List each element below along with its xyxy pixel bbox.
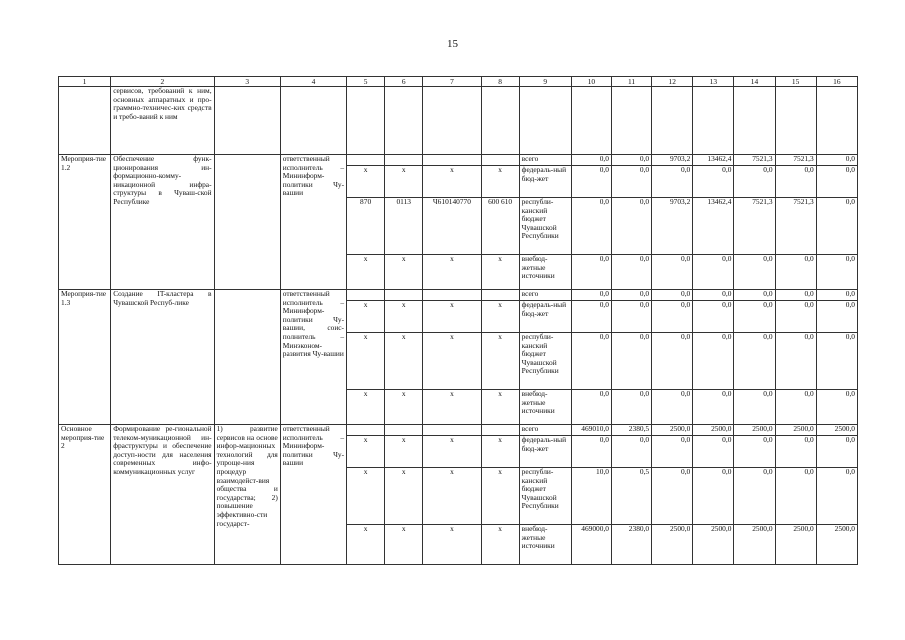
- table-row: [59, 155, 858, 166]
- code-expense-type: [481, 290, 519, 301]
- amount-cell: 0,0: [816, 468, 857, 525]
- column-number: 12: [652, 77, 693, 87]
- amount-cell: 0,0: [611, 301, 651, 333]
- code-target: x: [423, 390, 481, 425]
- table-row: [59, 425, 858, 436]
- column-number: 7: [423, 77, 481, 87]
- amount-cell: 0,0: [611, 255, 651, 290]
- code-grbs: [347, 425, 385, 436]
- amount-cell: 2500,0: [775, 425, 816, 436]
- amount-cell: 0,0: [775, 436, 816, 468]
- code-expense-type: x: [481, 301, 519, 333]
- amount-cell: 0,0: [734, 333, 775, 390]
- code-grbs: x: [347, 525, 385, 565]
- amount-cell: 9703,2: [652, 198, 693, 255]
- amount-cell: 0,0: [775, 301, 816, 333]
- column-number: 8: [481, 77, 519, 87]
- expected-result: [214, 290, 280, 425]
- amount-cell: 13462,4: [693, 155, 734, 166]
- code-section: x: [385, 166, 423, 198]
- amount-cell: 0,0: [652, 468, 693, 525]
- code-expense-type: [481, 425, 519, 436]
- code-grbs: x: [347, 436, 385, 468]
- column-number: 5: [347, 77, 385, 87]
- amount-cell: 2500,0: [693, 425, 734, 436]
- amount-cell: 0,0: [693, 166, 734, 198]
- code-section: x: [385, 255, 423, 290]
- code-grbs: 870: [347, 198, 385, 255]
- amount-cell: 7521,3: [775, 155, 816, 166]
- amount-cell: 0,0: [734, 468, 775, 525]
- funding-source: всего: [519, 155, 571, 166]
- amount-cell: 2500,0: [816, 525, 857, 565]
- code-target: x: [423, 333, 481, 390]
- code-grbs: [347, 290, 385, 301]
- funding-source: республи-канский бюджет Чувашской Республики: [519, 468, 571, 525]
- code-expense-type: [481, 155, 519, 166]
- amount-cell: 0,0: [571, 155, 611, 166]
- code-section: x: [385, 390, 423, 425]
- amount-cell: 0,0: [734, 390, 775, 425]
- amount-cell: 9703,2: [652, 155, 693, 166]
- amount-cell: 0,0: [693, 333, 734, 390]
- code-target: x: [423, 525, 481, 565]
- amount-cell: 0,0: [816, 390, 857, 425]
- measure-description: Обеспечение функ-ционирования ин-формационно-комму-никационной инфра-структуры в Чуваш-ской Республике: [111, 155, 214, 290]
- amount-cell: 0,0: [652, 255, 693, 290]
- amount-cell: 0,0: [571, 198, 611, 255]
- amount-cell: 0,5: [611, 468, 651, 525]
- code-expense-type: x: [481, 436, 519, 468]
- code-grbs: x: [347, 390, 385, 425]
- amount-cell: 0,0: [734, 436, 775, 468]
- amount-cell: 0,0: [693, 468, 734, 525]
- amount-cell: 0,0: [571, 390, 611, 425]
- amount-cell: 0,0: [571, 166, 611, 198]
- code-grbs: x: [347, 166, 385, 198]
- amount-cell: 0,0: [693, 290, 734, 301]
- amount-cell: 469010,0: [571, 425, 611, 436]
- funding-source: всего: [519, 290, 571, 301]
- amount-cell: 0,0: [611, 166, 651, 198]
- amount-cell: 0,0: [611, 333, 651, 390]
- funding-source: федераль-ный бюд-жет: [519, 166, 571, 198]
- amount-cell: 0,0: [734, 301, 775, 333]
- amount-cell: 0,0: [775, 255, 816, 290]
- amount-cell: 0,0: [775, 390, 816, 425]
- budget-table: [58, 76, 858, 565]
- funding-source: внебюд-жетные источники: [519, 390, 571, 425]
- code-section: x: [385, 333, 423, 390]
- column-number: 3: [214, 77, 280, 87]
- column-number: 14: [734, 77, 775, 87]
- amount-cell: 0,0: [571, 333, 611, 390]
- code-expense-type: x: [481, 166, 519, 198]
- code-expense-type: x: [481, 525, 519, 565]
- funding-source: внебюд-жетные источники: [519, 255, 571, 290]
- amount-cell: 0,0: [775, 333, 816, 390]
- column-number: 16: [816, 77, 857, 87]
- amount-cell: 0,0: [816, 290, 857, 301]
- amount-cell: 7521,3: [734, 155, 775, 166]
- expected-result: 1) развитие сервисов на основе инфор-мационных технологий для упроще-ния процедур взаимодейст-вия общества и государства; 2) повышение эффективно-сти государст-: [214, 425, 280, 565]
- amount-cell: 0,0: [571, 255, 611, 290]
- code-target: x: [423, 301, 481, 333]
- amount-cell: 2500,0: [734, 525, 775, 565]
- amount-cell: 0,0: [816, 198, 857, 255]
- code-section: 0113: [385, 198, 423, 255]
- code-expense-type: x: [481, 390, 519, 425]
- amount-cell: 0,0: [775, 166, 816, 198]
- measure-name: Основное мероприя-тие 2: [59, 425, 111, 565]
- code-target: [423, 425, 481, 436]
- amount-cell: 0,0: [611, 155, 651, 166]
- responsible-executor: ответственный исполнитель – Мининформ-политики Чу-вашии, соис-полнитель – Минэконом-развития Чу-вашии: [280, 290, 346, 425]
- amount-cell: 10,0: [571, 468, 611, 525]
- code-grbs: x: [347, 468, 385, 525]
- funding-source: внебюд-жетные источники: [519, 525, 571, 565]
- amount-cell: 0,0: [611, 390, 651, 425]
- amount-cell: 0,0: [816, 301, 857, 333]
- code-grbs: x: [347, 333, 385, 390]
- amount-cell: 0,0: [775, 468, 816, 525]
- amount-cell: 2500,0: [652, 525, 693, 565]
- column-number: 15: [775, 77, 816, 87]
- code-target: Ч610140770: [423, 198, 481, 255]
- code-target: x: [423, 255, 481, 290]
- code-expense-type: x: [481, 333, 519, 390]
- column-number: 4: [280, 77, 346, 87]
- amount-cell: 0,0: [571, 436, 611, 468]
- funding-source: республи-канский бюджет Чувашской Республики: [519, 333, 571, 390]
- code-section: [385, 155, 423, 166]
- column-number: 9: [519, 77, 571, 87]
- amount-cell: 0,0: [775, 290, 816, 301]
- amount-cell: 0,0: [652, 301, 693, 333]
- amount-cell: 0,0: [693, 255, 734, 290]
- amount-cell: 0,0: [816, 255, 857, 290]
- amount-cell: 0,0: [816, 166, 857, 198]
- code-grbs: [347, 155, 385, 166]
- amount-cell: 0,0: [652, 166, 693, 198]
- funding-source: республи-канский бюджет Чувашской Республики: [519, 198, 571, 255]
- responsible-executor: ответственный исполнитель – Мининформ-политики Чу-вашии: [280, 425, 346, 565]
- column-number: 2: [111, 77, 214, 87]
- amount-cell: 0,0: [652, 436, 693, 468]
- amount-cell: 0,0: [611, 436, 651, 468]
- amount-cell: 0,0: [734, 255, 775, 290]
- amount-cell: 2500,0: [693, 525, 734, 565]
- page-number: 15: [447, 38, 458, 50]
- funding-source: федераль-ный бюд-жет: [519, 301, 571, 333]
- code-section: x: [385, 301, 423, 333]
- amount-cell: 0,0: [652, 333, 693, 390]
- amount-cell: 0,0: [652, 290, 693, 301]
- amount-cell: 2380,0: [611, 525, 651, 565]
- amount-cell: 0,0: [652, 390, 693, 425]
- code-grbs: x: [347, 301, 385, 333]
- code-expense-type: x: [481, 468, 519, 525]
- amount-cell: 2500,0: [816, 425, 857, 436]
- amount-cell: 0,0: [734, 290, 775, 301]
- code-section: [385, 290, 423, 301]
- measure-name: Мероприя-тие 1.3: [59, 290, 111, 425]
- measure-name: Мероприя-тие 1.2: [59, 155, 111, 290]
- amount-cell: 7521,3: [775, 198, 816, 255]
- code-section: x: [385, 436, 423, 468]
- amount-cell: 0,0: [816, 436, 857, 468]
- code-section: x: [385, 468, 423, 525]
- amount-cell: 0,0: [816, 155, 857, 166]
- amount-cell: 0,0: [571, 290, 611, 301]
- responsible-executor: ответственный исполнитель – Мининформ-политики Чу-вашии: [280, 155, 346, 290]
- table-row: [59, 290, 858, 301]
- funding-source: всего: [519, 425, 571, 436]
- column-number: 11: [611, 77, 651, 87]
- amount-cell: 7521,3: [734, 198, 775, 255]
- amount-cell: 2500,0: [775, 525, 816, 565]
- amount-cell: 0,0: [693, 436, 734, 468]
- amount-cell: 0,0: [693, 301, 734, 333]
- header-row: [59, 77, 858, 87]
- code-expense-type: x: [481, 255, 519, 290]
- code-grbs: x: [347, 255, 385, 290]
- measure-description: Формирование ре-гиональной телеком-муникационной ин-фраструктуры и обеспечение доступ-ности для населения современных инфо-коммуникационных услуг: [111, 425, 214, 565]
- table-row: [59, 87, 858, 155]
- amount-cell: 0,0: [816, 333, 857, 390]
- column-number: 1: [59, 77, 111, 87]
- expected-result: [214, 155, 280, 290]
- column-number: 6: [385, 77, 423, 87]
- code-expense-type: 600 610: [481, 198, 519, 255]
- column-number: 13: [693, 77, 734, 87]
- amount-cell: 2380,5: [611, 425, 651, 436]
- code-target: x: [423, 436, 481, 468]
- code-target: x: [423, 166, 481, 198]
- amount-cell: 0,0: [734, 166, 775, 198]
- amount-cell: 2500,0: [652, 425, 693, 436]
- code-target: [423, 290, 481, 301]
- code-target: [423, 155, 481, 166]
- amount-cell: 0,0: [571, 301, 611, 333]
- code-section: x: [385, 525, 423, 565]
- amount-cell: 469000,0: [571, 525, 611, 565]
- cell-description: сервисов, требований к ним, основных аппаратных и про-граммно-техничес-ких средств и требо-ваний к ним: [111, 87, 214, 155]
- code-section: [385, 425, 423, 436]
- code-target: x: [423, 468, 481, 525]
- amount-cell: 0,0: [611, 198, 651, 255]
- column-number: 10: [571, 77, 611, 87]
- funding-source: федераль-ный бюд-жет: [519, 436, 571, 468]
- amount-cell: 0,0: [693, 390, 734, 425]
- amount-cell: 0,0: [611, 290, 651, 301]
- amount-cell: 2500,0: [734, 425, 775, 436]
- measure-description: Создание IT-кластера в Чувашской Респуб-лике: [111, 290, 214, 425]
- amount-cell: 13462,4: [693, 198, 734, 255]
